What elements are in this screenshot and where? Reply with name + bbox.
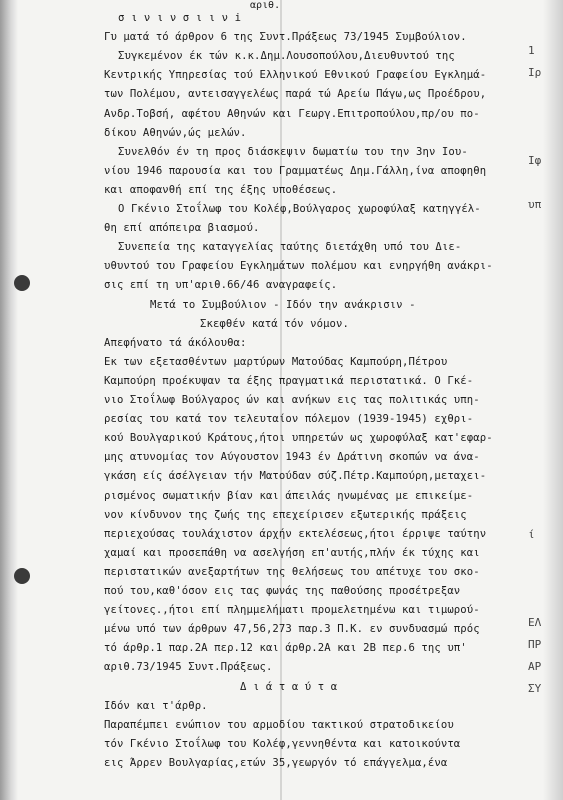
document-line: Σκεφθέν κατά τόν νόμον. [200, 318, 349, 330]
document-line: νον κίνδυνον της ζωής της επεχείρισεν εξωτερικής πράξεις [104, 509, 467, 521]
document-line: Συγκεμένον έκ τών κ.κ.Δημ.Λουσοπούλου,Διευθυντού της [118, 50, 455, 62]
document-line: Συνεπεία της καταγγελίας ταύτης διετάχθη υπό του Διε- [118, 241, 462, 253]
document-line: Ιδόν και τ'άρθρ. [104, 700, 208, 712]
document-line: χαμαί και προσεπάθη να ασελγήση επ'αυτής,πλήν έκ τύχης και [104, 547, 480, 559]
document-line: τόν Γκένιο Στοΐλωφ του Κολέφ,γεννηθέντα και κατοικούντα [104, 738, 461, 750]
document-line: Συνελθόν έν τη προς διάσκεψιν δωματίω του την 3ην Ιου- [118, 146, 468, 158]
document-line: ρεσίας του κατά τον τελευταίον πόλεμον (1939-1945) εχθρι- [104, 413, 474, 425]
scan-edge-shadow [0, 0, 18, 800]
margin-note [528, 216, 563, 238]
document-line: σ ι ν ι ν σ ι ι ν i [118, 12, 242, 24]
document-line: Ανδρ.Τοβσή, αφέτου Αθηνών και Γεωργ.Επιτροπούλου,πρ/ου πο- [104, 108, 480, 120]
document-line: μης ατυνομίας τον Αύγουστον 1943 έν Δράτινη σκοπών να άνα- [104, 451, 480, 463]
margin-note: ΕΛ [528, 616, 542, 629]
document-line: πού του,καθ'όσον εις τας φωνάς της παθούσης προσέτρεξαν [104, 585, 461, 597]
margin-note [528, 458, 563, 480]
margin-note [528, 238, 563, 260]
document-line: υθυντού του Γραφείου Εγκλημάτων πολέμου και ενηργήθη ανάκρι- [104, 260, 493, 272]
margin-note [528, 282, 563, 304]
margin-note: ΣΥ [528, 682, 542, 695]
margin-note [528, 436, 563, 458]
margin-note [528, 502, 563, 524]
margin-note: Ιρ [528, 66, 542, 79]
document-line: Δ ι ά τ α ύ τ α [240, 681, 338, 693]
margin-note [528, 128, 563, 150]
document-line: νιο Στοΐλωφ Βούλγαρος ών και ανήκων εις τας πολιτικάς υπη- [104, 394, 480, 406]
margin-note: 1 [528, 44, 535, 57]
document-line: κού Βουλγαρικού Κράτους,ήτοι υπηρετών ως χωροφύλαξ κατ'εφαρ- [104, 432, 493, 444]
margin-note [528, 304, 563, 326]
document-line: Απεφήνατο τά άκόλουθα: [104, 337, 247, 349]
document-line: περιστατικών ανεξαρτήτων της θελήσεως του απέτυχε του σκο- [104, 566, 480, 578]
document-line: των Πολέμου, αντεισαγγελέως παρά τώ Αρείω Πάγω,ως Προέδρου, [104, 88, 487, 100]
margin-note [528, 106, 563, 128]
document-line: Γυ ματά τό άρθρον 6 της Συντ.Πράξεως 73/1945 Συμβούλιον. [104, 31, 467, 43]
document-line: και αποφανθή επί της έξης υποθέσεως. [104, 184, 338, 196]
document-line: Εκ των εξετασθέντων μαρτύρων Ματούδας Καμπούρη,Πέτρου [104, 356, 448, 368]
margin-note: ί [528, 528, 535, 541]
document-line: Καμπούρη προέκυψαν τα έξης πραγματικά περιστατικά. Ο Γκέ- [104, 375, 474, 387]
punch-hole [14, 275, 30, 291]
margin-note: Ιφ [528, 154, 542, 167]
document-line: εις Άρρεν Βουλγαρίας,ετών 35,γεωργόν τό επάγγελμα,ένα [104, 757, 448, 769]
margin-note [528, 392, 563, 414]
margin-note [528, 590, 563, 612]
margin-note [528, 370, 563, 392]
document-line: περιεχούσας τουλάχιστον άρχήν εκτελέσεως,ήτοι έρριψε ταύτην [104, 528, 487, 540]
document-line: Παραπέμπει ενώπιον του αρμοδίου τακτικού στρατοδικείου [104, 719, 454, 731]
document-line: αριθ.73/1945 Συντ.Πράξεως. [104, 661, 273, 673]
punch-hole [14, 568, 30, 584]
document-line: δίκου Αθηνών,ώς μελών. [104, 127, 247, 139]
margin-annotations [528, 40, 563, 740]
document-line: νίου 1946 παρουσία και του Γραμματέως Δημ.Γάλλη,ίνα αποφηθη [104, 165, 487, 177]
margin-note: υπ [528, 198, 542, 211]
header-fragment: αριθ. [250, 0, 281, 11]
margin-note [528, 480, 563, 502]
document-line: Μετά το Συμβούλιον - Ιδόν την ανάκρισιν - [150, 299, 416, 311]
margin-note [528, 568, 563, 590]
margin-note [528, 172, 563, 194]
document-line: γείτονες.,ήτοι επί πλημμελήματι προμελετημένω και τιμωρού- [104, 604, 480, 616]
document-line: μένω υπό των άρθρων 47,56,273 παρ.3 Π.Κ. εν συνδυασμώ πρός [104, 623, 480, 635]
document-line: θη επί απόπειρα βιασμού. [104, 222, 260, 234]
document-line: σις επί τη υπ'αριθ.66/46 αναγραφείς. [104, 279, 338, 291]
margin-note [528, 326, 563, 348]
margin-note [528, 546, 563, 568]
document-line: τό άρθρ.1 παρ.2Α περ.12 και άρθρ.2Α και 2Β περ.6 της υπ' [104, 642, 467, 654]
margin-note [528, 414, 563, 436]
margin-note [528, 260, 563, 282]
margin-note [528, 84, 563, 106]
margin-note: ΑΡ [528, 660, 542, 673]
document-line: Ο Γκένιο Στοΐλωφ του Κολέφ,Βούλγαρος χωροφύλαξ κατηγγέλ- [118, 203, 481, 215]
margin-note [528, 348, 563, 370]
document-line: Κεντρικής Υπηρεσίας τού Ελληνικού Εθνικού Γραφείου Εγκλημά- [104, 69, 487, 81]
document-line: ρισμένος σωματικήν βίαν και άπειλάς ηνωμένας με επικείμε- [104, 490, 474, 502]
margin-note: ΠΡ [528, 638, 542, 651]
document-line: γκάση είς άσέλγειαν τήν Ματούδαν σύζ.Πέτρ.Καμπούρη,μεταχει- [104, 470, 487, 482]
